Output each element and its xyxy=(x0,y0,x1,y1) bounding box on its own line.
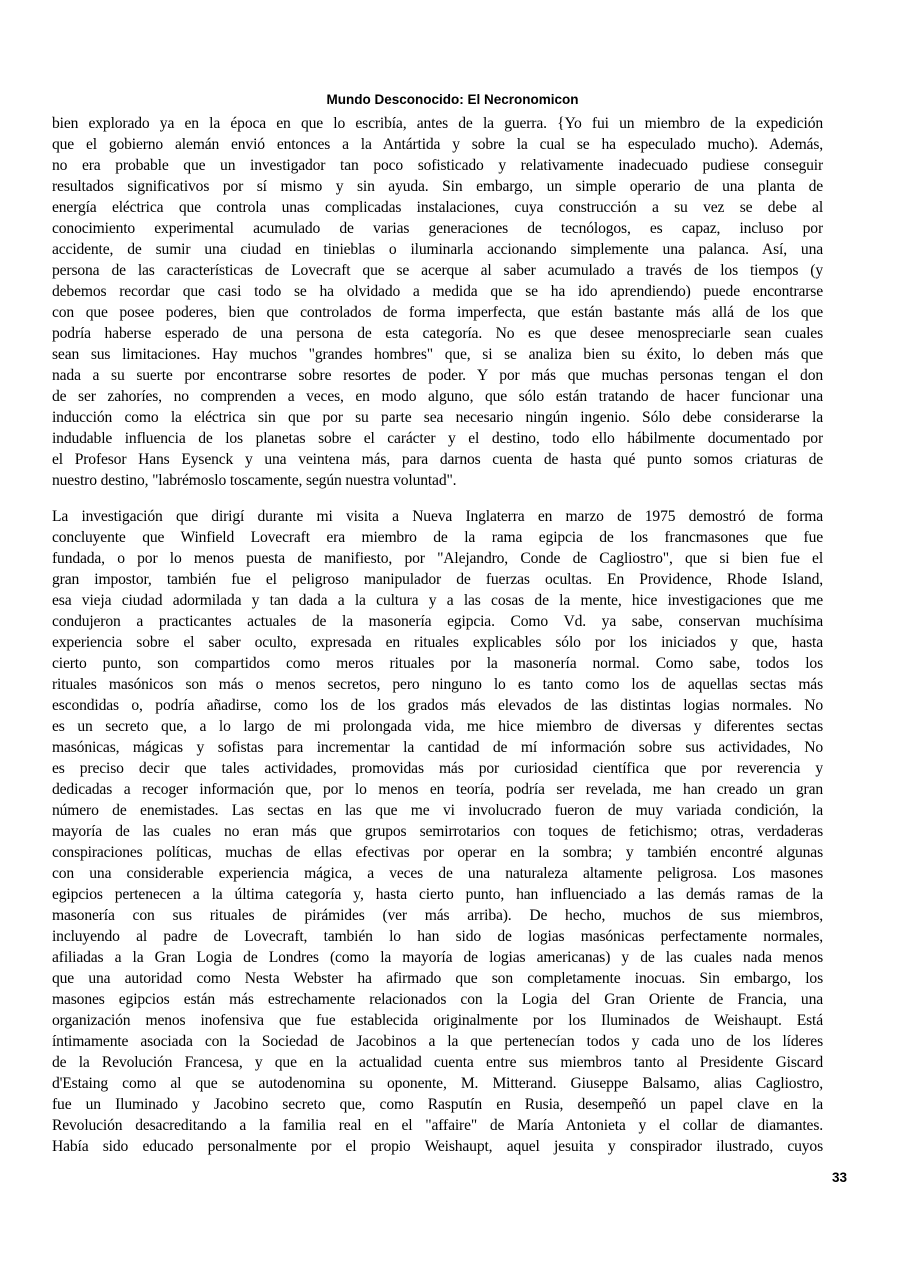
text-line: que una autoridad como Nesta Webster ha afirmado que son completamente inocuas. Sin embargo, los xyxy=(52,970,823,987)
text-line: Revolución desacreditando a la familia real en el "affaire" de María Antonieta y el collar de diamantes. xyxy=(52,1117,823,1134)
text-line: experiencia sobre el saber oculto, expresada en rituales explicables sólo por los iniciados y que, hasta xyxy=(52,634,823,651)
text-line: número de enemistades. Las sectas en las que me vi involucrado fueron de muy variada condición, la xyxy=(52,802,823,819)
text-line: energía eléctrica que controla unas complicadas instalaciones, cuya construcción a su vez se debe al xyxy=(52,199,823,216)
text-line: íntimamente asociada con la Sociedad de Jacobinos a la que pertenecían todos y cada uno de los líderes xyxy=(52,1033,823,1050)
text-line: inducción como la eléctrica sin que por su parte sea necesario ningún ingenio. Sólo debe considerarse la xyxy=(52,409,823,426)
text-line: organización menos inofensiva que fue establecida originalmente por los Iluminados de Weishaupt. Está xyxy=(52,1012,823,1029)
text-line: es un secreto que, a lo largo de mi prolongada vida, me hice miembro de diversas y diferentes sectas xyxy=(52,718,823,735)
text-line: fue un Iluminado y Jacobino secreto que, como Rasputín en Rusia, desempeñó un papel clave en la xyxy=(52,1096,823,1113)
running-header: Mundo Desconocido: El Necronomicon xyxy=(326,92,579,107)
text-line: podría haberse esperado de una persona de esta categoría. No es que desee menospreciarle sean cuales xyxy=(52,325,823,342)
text-line: conocimiento experimental acumulado de varias generaciones de tecnólogos, es capaz, incluso por xyxy=(52,220,823,237)
text-line: accidente, de sumir una ciudad en tinieblas o iluminarla accionando simplemente una palanca. Así, una xyxy=(52,241,823,258)
text-line: egipcios pertenecen a la última categoría y, hasta cierto punto, han influenciado a las demás ramas de la xyxy=(52,886,823,903)
text-line: conspiraciones políticas, muchas de ellas efectivas por operar en la sombra; y también encontré algunas xyxy=(52,844,823,861)
text-line: debemos recordar que casi todo se ha olvidado a medida que se ha ido aprendiendo) puede encontrarse xyxy=(52,283,823,300)
text-line: nuestro destino, "labrémoslo toscamente, según nuestra voluntad". xyxy=(52,472,457,489)
text-line: La investigación que dirigí durante mi visita a Nueva Inglaterra en marzo de 1975 demostró de forma xyxy=(52,508,823,525)
text-line: esa vieja ciudad adormilada y tan dada a la cultura y a las cosas de la mente, hice investigaciones que me xyxy=(52,592,823,609)
text-line: afiliadas a la Gran Logia de Londres (como la mayoría de logias americanas) y de las cuales nada menos xyxy=(52,949,823,966)
text-line: Había sido educado personalmente por el propio Weishaupt, aquel jesuita y conspirador ilustrado, cuyos xyxy=(52,1138,823,1155)
text-line: resultados significativos por sí mismo y sin ayuda. Sin embargo, un simple operario de una planta de xyxy=(52,178,823,195)
document-body xyxy=(52,113,823,1172)
text-line: masónicas, mágicas y sofistas para incrementar la cantidad de mí información sobre sus actividades, No xyxy=(52,739,823,756)
text-line: es preciso decir que tales actividades, promovidas más por curiosidad científica que por reverencia y xyxy=(52,760,823,777)
text-line: sean sus limitaciones. Hay muchos "grandes hombres" que, si se analiza bien su éxito, lo deben más que xyxy=(52,346,823,363)
text-line: de la Revolución Francesa, y que en la actualidad cuenta entre sus miembros tanto al Presidente Giscard xyxy=(52,1054,823,1071)
text-line: mayoría de las cuales no eran más que grupos semirrotarios con toques de fetichismo; otras, verdaderas xyxy=(52,823,823,840)
text-line: gran impostor, también fue el peligroso manipulador de fuerzas ocultas. En Providence, Rhode Island, xyxy=(52,571,823,588)
text-line: que el gobierno alemán envió entonces a la Antártida y sobre la cual se ha especulado mucho). Además, xyxy=(52,136,823,153)
text-line: fundada, o por lo menos puesta de manifiesto, por "Alejandro, Conde de Cagliostro", que si bien fue el xyxy=(52,550,823,567)
text-line: persona de las características de Lovecraft que se acerque al saber acumulado a través de los tiempos (y xyxy=(52,262,823,279)
text-line: el Profesor Hans Eysenck y una veintena más, para darnos cuenta de hasta qué punto somos criaturas de xyxy=(52,451,823,468)
text-line: d'Estaing como al que se autodenomina su oponente, M. Mitterand. Giuseppe Balsamo, alias Cagliostro, xyxy=(52,1075,823,1092)
text-line: incluyendo al padre de Lovecraft, también lo han sido de logias masónicas perfectamente normales, xyxy=(52,928,823,945)
text-line: bien explorado ya en la época en que lo escribía, antes de la guerra. {Yo fui un miembro de la expedición xyxy=(52,115,823,132)
text-line: escondidas o, podría añadirse, como los de los grados más elevados de las distintas logias normales. No xyxy=(52,697,823,714)
text-line: con una considerable experiencia mágica, a veces de una naturaleza altamente peligrosa. Los masones xyxy=(52,865,823,882)
text-line: masones egipcios están más estrechamente relacionados con la Logia del Gran Oriente de Francia, una xyxy=(52,991,823,1008)
text-line: concluyente que Winfield Lovecraft era miembro de la rama egipcia de los francmasones que fue xyxy=(52,529,823,546)
paragraph xyxy=(52,113,823,491)
page-number: 33 xyxy=(832,1170,848,1185)
text-line: de ser zahoríes, no comprenden a veces, en modo alguno, que sólo están tratando de hacer funcionar una xyxy=(52,388,823,405)
text-line: dedicadas a recoger información que, por lo menos en teoría, podría ser revelada, me han creado un gran xyxy=(52,781,823,798)
text-line: rituales masónicos son más o menos secretos, pero ninguno lo es tanto como los de aquellas sectas más xyxy=(52,676,823,693)
text-line: no era probable que un investigador tan poco sofisticado y relativamente inadecuado pudiese conseguir xyxy=(52,157,823,174)
text-line: nada a su suerte por encontrarse sobre resortes de poder. Y por más que muchas personas tengan el don xyxy=(52,367,823,384)
text-line: indudable influencia de los planetas sobre el carácter y el destino, todo ello hábilmente documentado por xyxy=(52,430,823,447)
text-line: con que posee poderes, bien que controlados de forma imperfecta, que están bastante más allá de los que xyxy=(52,304,823,321)
paragraph xyxy=(52,506,823,1157)
text-line: cierto punto, son compartidos como meros rituales por la masonería normal. Como sabe, todos los xyxy=(52,655,823,672)
text-line: masonería con sus rituales de pirámides (ver más arriba). De hecho, muchos de sus miembros, xyxy=(52,907,823,924)
text-line: condujeron a practicantes actuales de la masonería egipcia. Como Vd. ya sabe, conservan muchísima xyxy=(52,613,823,630)
